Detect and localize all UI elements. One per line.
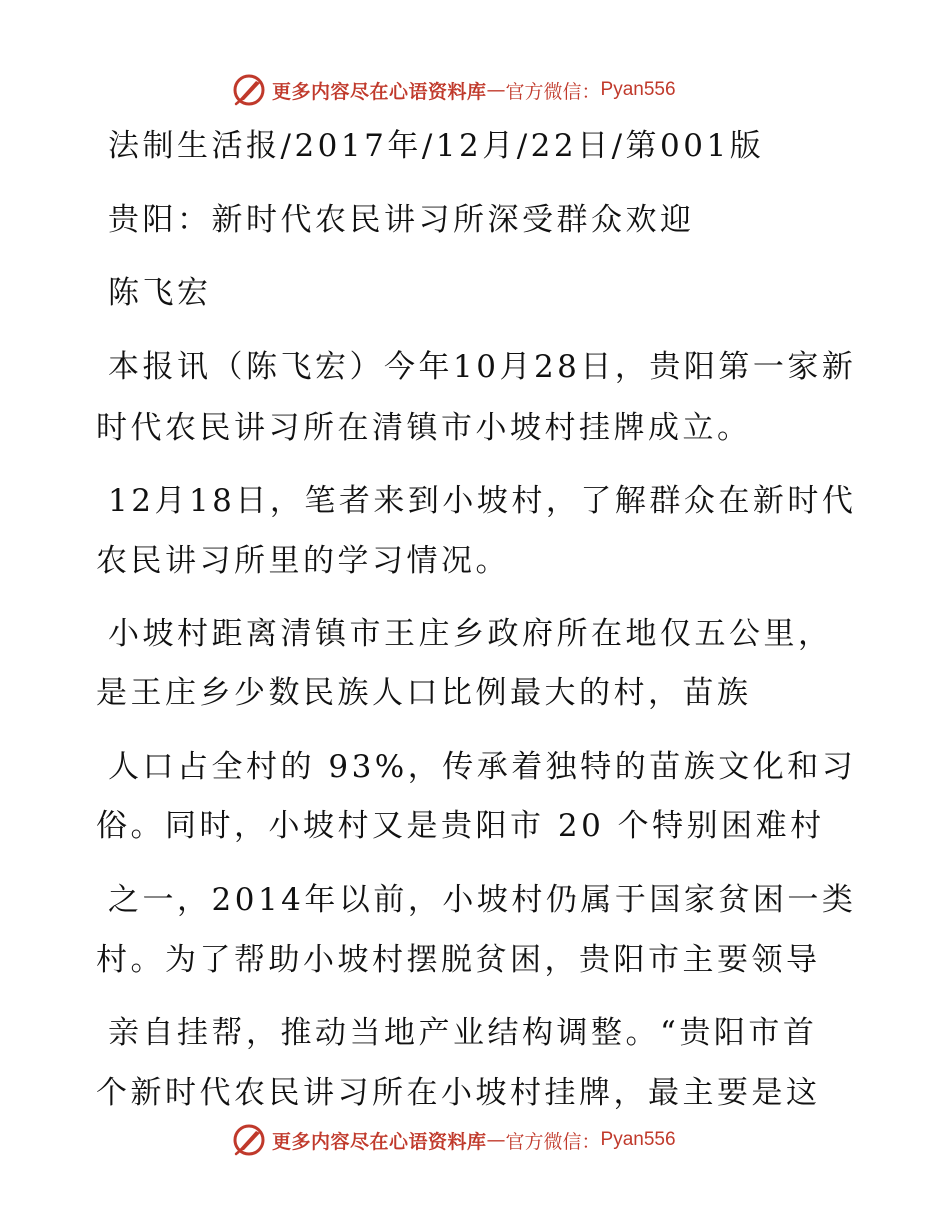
banner-dash: —: [486, 79, 506, 101]
header-watermark-banner: [232, 70, 676, 110]
article-line: 村。为了帮助小坡村摆脱贫困，贵阳市主要领导: [96, 942, 821, 978]
banner-main-text: 更多内容尽在心语资料库: [272, 1130, 487, 1153]
banner-main-text: 更多内容尽在心语资料库: [272, 80, 487, 103]
banner-label: 官方微信：: [505, 1130, 601, 1153]
quill-logo-icon: [232, 1123, 266, 1157]
article-author: 陈飞宏: [108, 275, 212, 311]
banner-wechat-id: Pyan556: [600, 79, 676, 100]
article-line: 本报讯（陈飞宏）今年10月28日，贵阳第一家新: [108, 349, 857, 385]
article-source-line: 法制生活报/2017年/12月/22日/第001版: [108, 128, 765, 164]
article-line: 俗。同时，小坡村又是贵阳市 20 个特别困难村: [96, 808, 825, 844]
banner-wechat-id: Pyan556: [600, 1129, 676, 1150]
article-line: 之一，2014年以前，小坡村仍属于国家贫困一类: [108, 882, 857, 918]
article-line: 个新时代农民讲习所在小坡村挂牌，最主要是这: [96, 1075, 821, 1111]
article-line: 小坡村距离清镇市王庄乡政府所在地仅五公里，: [108, 616, 833, 652]
article-line: 人口占全村的 93%，传承着独特的苗族文化和习: [108, 749, 857, 785]
article-headline: 贵阳：新时代农民讲习所深受群众欢迎: [108, 202, 695, 238]
banner-label: 官方微信：: [505, 80, 601, 103]
banner-dash: —: [486, 1129, 506, 1151]
article-line: 时代农民讲习所在清镇市小坡村挂牌成立。: [96, 410, 752, 446]
article-line: 12月18日，笔者来到小坡村，了解群众在新时代: [108, 483, 857, 519]
article-line: 是王庄乡少数民族人口比例最大的村，苗族: [96, 675, 752, 711]
quill-logo-icon: [232, 73, 266, 107]
article-line: 农民讲习所里的学习情况。: [96, 543, 510, 579]
article-line: 亲自挂帮，推动当地产业结构调整。“贵阳市首: [108, 1015, 818, 1051]
footer-watermark-banner: [232, 1120, 676, 1160]
